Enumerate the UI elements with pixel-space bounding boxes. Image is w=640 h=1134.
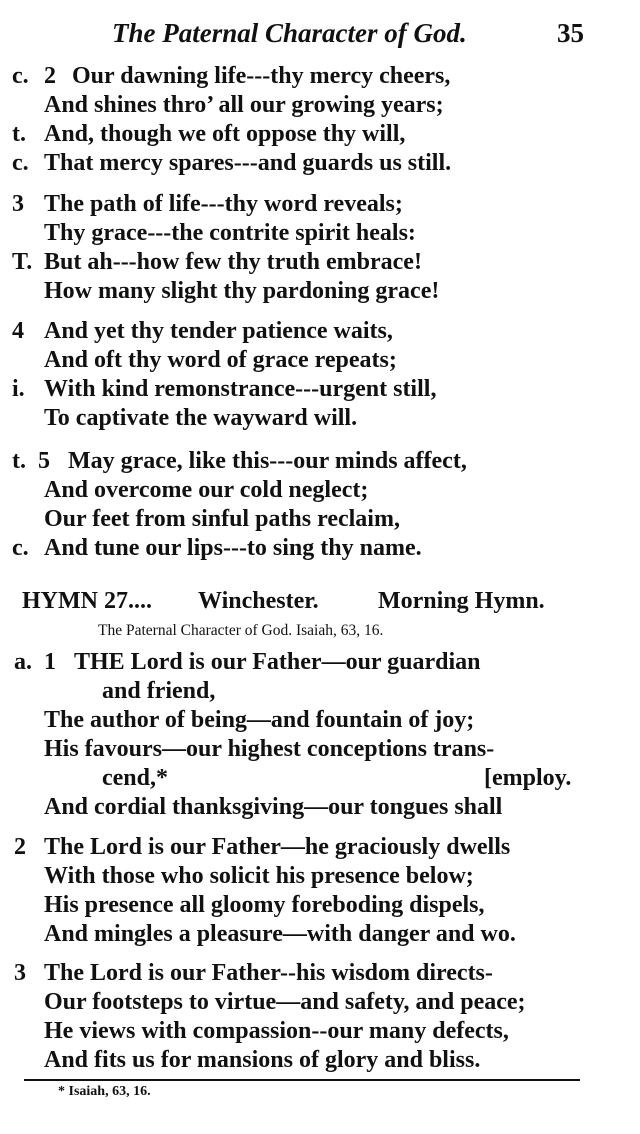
stanza-number: 3 [14,960,26,986]
verse-text: And shines thro’ all our growing years; [44,92,444,118]
stanza-number: 2 [44,63,56,89]
verse-text: To captivate the wayward will. [44,405,358,431]
verse-text: Our feet from sinful paths reclaim, [44,506,400,532]
verse-text: And tune our lips---to sing thy name. [44,535,422,561]
verse-text: With kind remonstrance---urgent still, [44,376,437,402]
verse-text: And, though we oft oppose thy will, [44,121,406,147]
verse-text: cend,* [102,765,168,791]
part-mark: c. [12,535,29,561]
verse-text: May grace, like this---our minds affect, [68,448,467,474]
stanza-number: 5 [38,448,50,474]
stanza-number: 1 [44,649,56,675]
running-title: The Paternal Character of God. [112,18,467,48]
verse-text: And mingles a pleasure—with danger and wo. [44,921,516,947]
stanza-number: 2 [14,834,26,860]
stanza-number: 4 [12,318,24,344]
verse-text: And fits us for mansions of glory and bliss. [44,1047,481,1073]
part-mark: t. [12,448,26,474]
verse-text: Thy grace---the contrite spirit heals: [44,220,416,246]
part-mark: a. [14,649,32,675]
verse-text: Our footsteps to virtue—and safety, and peace; [44,989,526,1015]
footnote: * Isaiah, 63, 16. [58,1084,151,1099]
hymn-number-label: HYMN 27.... [22,588,152,614]
verse-text: The author of being—and fountain of joy; [44,707,475,733]
verse-text: But ah---how few thy truth embrace! [44,249,422,275]
verse-text: The path of life---thy word reveals; [44,191,403,217]
hymn-heading [22,585,588,617]
hymn-title: Morning Hymn. [378,588,545,614]
verse-text: His favours—our highest conceptions trans- [44,736,495,762]
part-mark: t. [12,121,26,147]
footnote-rule [24,1079,580,1081]
part-mark: i. [12,376,25,402]
hymn-subtitle: The Paternal Character of God. Isaiah, 63, 16. [98,622,384,639]
verse-text: The Lord is our Father--his wisdom directs- [44,960,493,986]
verse-text: And overcome our cold neglect; [44,477,369,503]
verse-text: and friend, [102,678,216,704]
part-mark: c. [12,150,29,176]
verse-text: And yet thy tender patience waits, [44,318,393,344]
verse-text: [employ. [484,765,572,791]
part-mark: T. [12,249,33,275]
verse-text: He views with compassion--our many defects, [44,1018,509,1044]
verse-text: How many slight thy pardoning grace! [44,278,440,304]
verse-text: The Lord is our Father—he graciously dwells [44,834,511,860]
verse-text: And cordial thanksgiving—our tongues shall [44,794,503,820]
stanza-number: 3 [12,191,24,217]
verse-text: With those who solicit his presence below; [44,863,474,889]
verse-text: That mercy spares---and guards us still. [44,150,452,176]
verse-text: THE Lord is our Father—our guardian [74,649,481,675]
tune-name: Winchester. [198,588,319,614]
verse-text: Our dawning life---thy mercy cheers, [72,63,451,89]
verse-text: And oft thy word of grace repeats; [44,347,397,373]
part-mark: c. [12,63,29,89]
verse-text: His presence all gloomy foreboding dispels, [44,892,485,918]
page-number: 35 [557,18,584,48]
running-head [112,18,590,54]
